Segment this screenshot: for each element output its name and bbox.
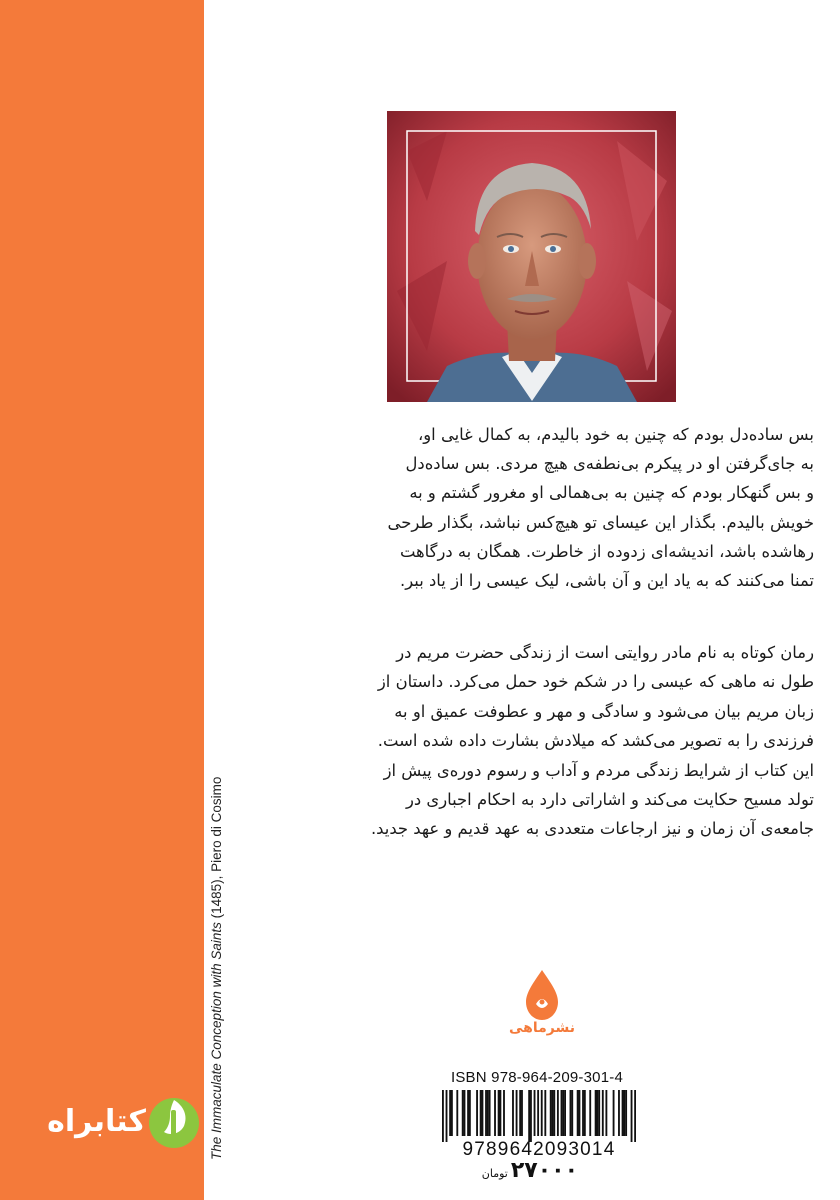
barcode-bar: [564, 1090, 566, 1136]
barcode-bar: [631, 1090, 633, 1142]
painting-artist: (1485), Piero di Cosimo: [209, 776, 224, 923]
barcode-bar: [550, 1090, 552, 1136]
barcode-bar: [503, 1090, 505, 1136]
barcode-bar: [446, 1090, 448, 1142]
spine-panel: [0, 0, 204, 1200]
barcode-bar: [625, 1090, 627, 1136]
barcode-bar: [571, 1090, 573, 1136]
barcode-bar: [595, 1090, 597, 1136]
blurb-line: تمنا می‌کنند که به یاد این و آن باشی، لیک عیسی را از یاد ببر.: [400, 571, 814, 591]
painting-title: The Immaculate Conception with Saints: [209, 922, 224, 1160]
barcode-bar: [622, 1090, 624, 1136]
barcode-bar: [462, 1090, 464, 1136]
blurb-line: جامعه‌ی آن زمان و نیز ارجاعات متعددی به عهد قدیم و عهد جدید.: [370, 819, 814, 839]
barcode-bar: [464, 1090, 466, 1136]
barcode-bar: [544, 1090, 546, 1136]
barcode-bar: [489, 1090, 491, 1136]
barcode-bar: [469, 1090, 471, 1136]
barcode-bar: [613, 1090, 615, 1136]
barcode-bar: [561, 1090, 563, 1136]
barcode-bar: [528, 1090, 530, 1142]
barcode-bar: [467, 1090, 469, 1136]
barcode-bar: [598, 1090, 600, 1136]
barcode-bar: [494, 1090, 496, 1136]
barcode-bar: [449, 1090, 451, 1136]
barcode-bar: [557, 1090, 559, 1136]
barcode-bar: [480, 1090, 482, 1136]
barcode-bar: [602, 1090, 604, 1136]
barcode-bar: [541, 1090, 543, 1136]
blurb-line: بس ساده‌دل بودم که چنین به خود بالیدم، به کمال غایی او،: [417, 425, 814, 444]
blurb-line: رمان کوتاه به نام مادر روایتی است از زندگی حضرت مریم در: [396, 643, 814, 662]
droplet-icon: [506, 968, 578, 1024]
barcode-bar: [605, 1090, 607, 1136]
barcode-bar: [582, 1090, 584, 1136]
blurb-line: به جای‌گرفتن او در پیکرم بی‌نطفه‌ی هیچ مردی. بس ساده‌دل: [405, 454, 814, 474]
barcode-bar: [487, 1090, 489, 1136]
publisher-name: نشرماهی: [508, 1020, 575, 1036]
barcode-bar: [553, 1090, 555, 1136]
blurb-line: زبان مریم بیان می‌شود و سادگی و مهر و عطوفت عمیق او به: [394, 701, 814, 721]
barcode-bar: [512, 1090, 514, 1136]
barcode-bar: [516, 1090, 518, 1136]
barcode-bar: [521, 1090, 523, 1136]
kitabrah-logo: [28, 1092, 198, 1156]
barcode-bar: [570, 1090, 572, 1136]
barcode-bar: [596, 1090, 598, 1136]
blurb-line: خویش بالیدم. بگذار این عیسای تو هیچ‌کس نباشد، بگذار طرحی: [387, 512, 814, 532]
barcode-bar: [534, 1090, 536, 1136]
barcode-bar: [537, 1090, 539, 1136]
barcode-bar: [577, 1090, 579, 1136]
blurb-line: رهاشده باشد، اندیشه‌ای زدوده از خاطرت. همگان به درگاهت: [399, 541, 814, 561]
barcode-bar: [451, 1090, 453, 1136]
barcode-bar: [618, 1090, 620, 1136]
blurb-paragraph-2: [248, 638, 814, 844]
barcode-bar: [476, 1090, 478, 1136]
blurb-line: طول نه ماهی که عیسی را در شکم خود حمل می‌کرد. داستان از: [377, 672, 814, 692]
barcode-bar: [562, 1090, 564, 1136]
publisher-logo: [506, 968, 578, 1064]
barcode-bar: [485, 1090, 487, 1136]
barcode-bar: [530, 1090, 532, 1142]
barcode-bar: [584, 1090, 586, 1136]
blurb-line: فرزندی را به تصویر می‌کشد که میلادش بشارت داده شده است.: [377, 731, 814, 751]
barcode-bar: [579, 1090, 581, 1136]
price-unit: تومان: [481, 1167, 508, 1180]
price-tag: [468, 1158, 578, 1188]
barcode-bar: [456, 1090, 458, 1136]
price-value: ۲۷۰۰۰: [510, 1158, 578, 1183]
barcode-digits: 9789642093014: [462, 1139, 616, 1160]
kitabrah-logo-text: کتابراه: [47, 1104, 146, 1139]
barcode-bar: [442, 1090, 444, 1142]
blurb-line: تولد مسیح حکایت می‌کند و اشاراتی دارد به احکام اجباری در: [405, 790, 814, 810]
blurb-paragraph-1: [248, 420, 814, 595]
barcode-bar: [634, 1090, 636, 1142]
barcode-bar: [589, 1090, 591, 1136]
kitabrah-leaf-icon: [146, 1092, 202, 1152]
isbn-label: ISBN 978-964-209-301-4: [450, 1069, 623, 1086]
blurb-line: و بس گنهکار بودم که چنین به بی‌همالی او مغرور گشتم و به: [409, 483, 814, 503]
painting-credit: [206, 720, 228, 1160]
barcode-bar: [552, 1090, 554, 1136]
blurb-line: این کتاب از شرایط زندگی مردم و آداب و رسوم دوره‌ی پیش از: [383, 760, 814, 780]
barcode-bar: [499, 1090, 501, 1136]
barcode-bar: [482, 1090, 484, 1136]
barcode-bar: [519, 1090, 521, 1136]
barcode-bar: [498, 1090, 500, 1136]
barcode-bar: [623, 1090, 625, 1136]
author-portrait: [387, 111, 676, 402]
isbn-barcode: [442, 1090, 636, 1142]
